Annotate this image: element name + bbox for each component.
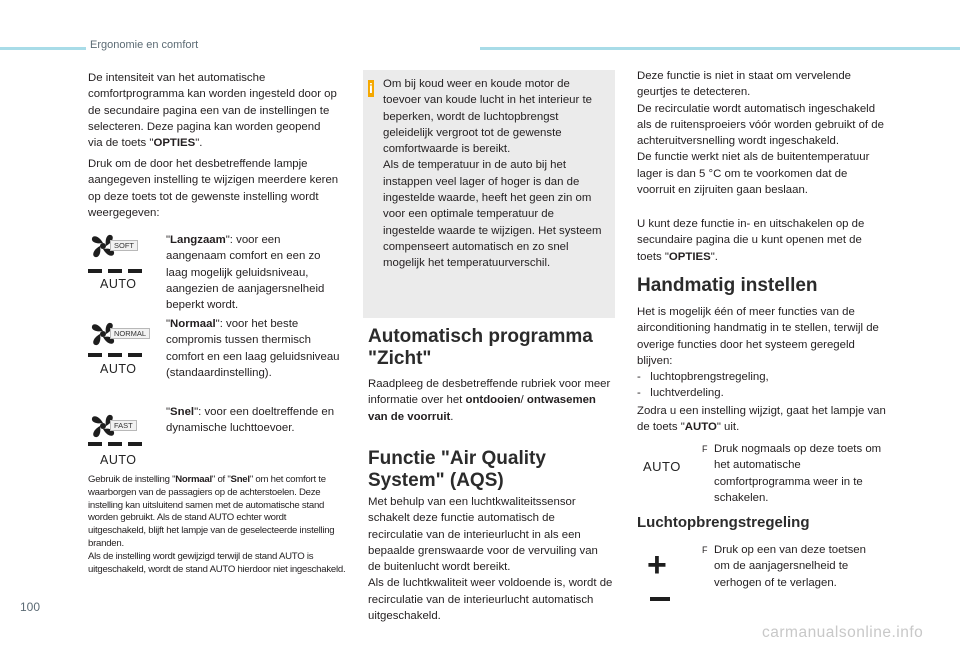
manual-after-paragraph: Zodra u een instelling wijzigt, gaat het lampje van de toets "AUTO" uit. <box>637 405 886 434</box>
mode-tag: SOFT <box>110 240 138 251</box>
manual-paragraph: Het is mogelijk één of meer functies van de airconditioning handmatig in te stellen, terwijl de overige functies door het systeem geregeld blijven: <box>637 306 879 367</box>
aqs-paragraph: Met behulp van een luchtkwaliteitssensor schakelt deze functie automatisch de recirculatie van de interieurlucht in als een bepaalde grenswaarde voor de vervuiling van de buitenlucht wordt bereikt. Als de luchtkwaliteit weer voldoende is, wordt de recirculatie van de interieurlucht automatisch uitgeschakeld. <box>368 496 613 623</box>
note-text: Om bij koud weer en koude motor de toevoer van koude lucht in het interieur te beperken, wordt de luchtopbrengst geleidelijk vergroot tot de gewenste comfortwaarde is bereikt. Als de temperatuur in de auto bij het instappen veel lager of hoger is dan de ingestelde waarde, heeft het geen zin om voor een optimale temperatuur de ingestelde waarde te wijzigen. Het systeem compenseert automatisch en zo snel mogelijk het temperatuurverschil. <box>383 78 602 270</box>
page-number: 100 <box>20 600 41 614</box>
header-rule-left <box>0 47 86 50</box>
list-item: - luchtverdeling. <box>637 387 724 400</box>
zicht-paragraph: Raadpleeg de desbetreffende rubriek voor meer informatie over het ontdooien/ ontwasemen van de voorruit. <box>368 378 611 423</box>
auto-label: AUTO <box>100 277 137 291</box>
minus-icon <box>650 597 670 601</box>
mode-tag: FAST <box>110 420 137 431</box>
bullet-icon: F <box>702 444 708 454</box>
fast-mode-description: "Snel": voor een doeltreffende en dynamische luchttoevoer. <box>166 406 335 435</box>
info-icon: i <box>369 80 373 96</box>
aqs-details-paragraph: Deze functie is niet in staat om vervelende geurtjes te detecteren. De recirculatie wordt automatisch ingeschakeld als de ruitensproeiers vóór worden gebruikt of de achteruitversnelling wordt ingeschakeld. De functie werkt niet als de buitentemperatuur lager is dan 5 °C om te voorkomen dat de voorruit en zijruiten gaan beslaan. <box>637 70 884 197</box>
manual-heading: Handmatig instellen <box>637 275 818 296</box>
airflow-instruction: Druk op een van deze toetsen om de aanjagersnelheid te verhogen of te verlagen. <box>714 544 866 589</box>
plus-icon: + <box>647 546 667 584</box>
mode-footnote: Gebruik de instelling "Normaal" of "Snel" om het comfort te waarborgen van de passagiers op de achterstoelen. Deze instelling kan uitsluitend samen met de automatische stand worden gebruikt. Als de stand AUTO echter wordt uitgeschakeld, blijft het lampje van de geselecteerde instelling branden. Als de instelling wordt gewijzigd terwijl de stand AUTO is uitgeschakeld, wordt de stand AUTO hierdoor niet ingeschakeld. <box>88 474 346 575</box>
intensity-paragraph: De intensiteit van het automatische comfortprogramma kan worden ingesteld door op de secundaire pagina een van de instellingen te selecteren. Deze pagina kan worden geopend via de toets "OPTIES". <box>88 72 337 150</box>
fan-icon <box>88 230 158 276</box>
mode-tag: NORMAL <box>110 328 150 339</box>
info-note-box <box>363 70 615 318</box>
normal-mode-icon <box>88 318 158 378</box>
zicht-heading: Automatisch programma "Zicht" <box>368 326 593 369</box>
aqs-heading: Functie "Air Quality System" (AQS) <box>368 448 546 491</box>
fan-icon <box>88 318 158 364</box>
watermark: carmanualsonline.info <box>762 624 924 641</box>
manual-list <box>637 369 887 402</box>
soft-mode-description: "Langzaam": voor een aangenaam comfort en een zo laag mogelijk geluidsniveau, aangezien de aanjagersnelheid beperkt wordt. <box>166 234 325 312</box>
press-paragraph: Druk om de door het desbetreffende lampje aangegeven instelling te wijzigen meerdere keren op deze toets tot de gewenste instelling wordt weergegeven: <box>88 158 339 219</box>
airflow-heading: Luchtopbrengstregeling <box>637 514 810 531</box>
aqs-toggle-paragraph: U kunt deze functie in- en uitschakelen op de secundaire pagina die u kunt openen met de toets "OPTIES". <box>637 218 865 263</box>
auto-instruction: Druk nogmaals op deze toets om het automatische comfortprogramma weer in te schakelen. <box>714 443 882 504</box>
section-title: Ergonomie en comfort <box>90 39 199 51</box>
auto-button-icon: AUTO <box>643 459 681 474</box>
fan-icon <box>88 410 158 456</box>
bullet-icon: F <box>702 545 708 555</box>
fast-mode-icon <box>88 410 158 470</box>
soft-mode-icon <box>88 230 158 290</box>
normal-mode-description: "Normaal": voor het beste compromis tussen thermisch comfort en een laag geluidsniveau (standaardinstelling). <box>166 318 340 379</box>
auto-label: AUTO <box>100 453 137 467</box>
list-item: - luchtopbrengstregeling, <box>637 371 769 383</box>
header-rule-right <box>480 47 960 50</box>
auto-label: AUTO <box>100 362 137 376</box>
